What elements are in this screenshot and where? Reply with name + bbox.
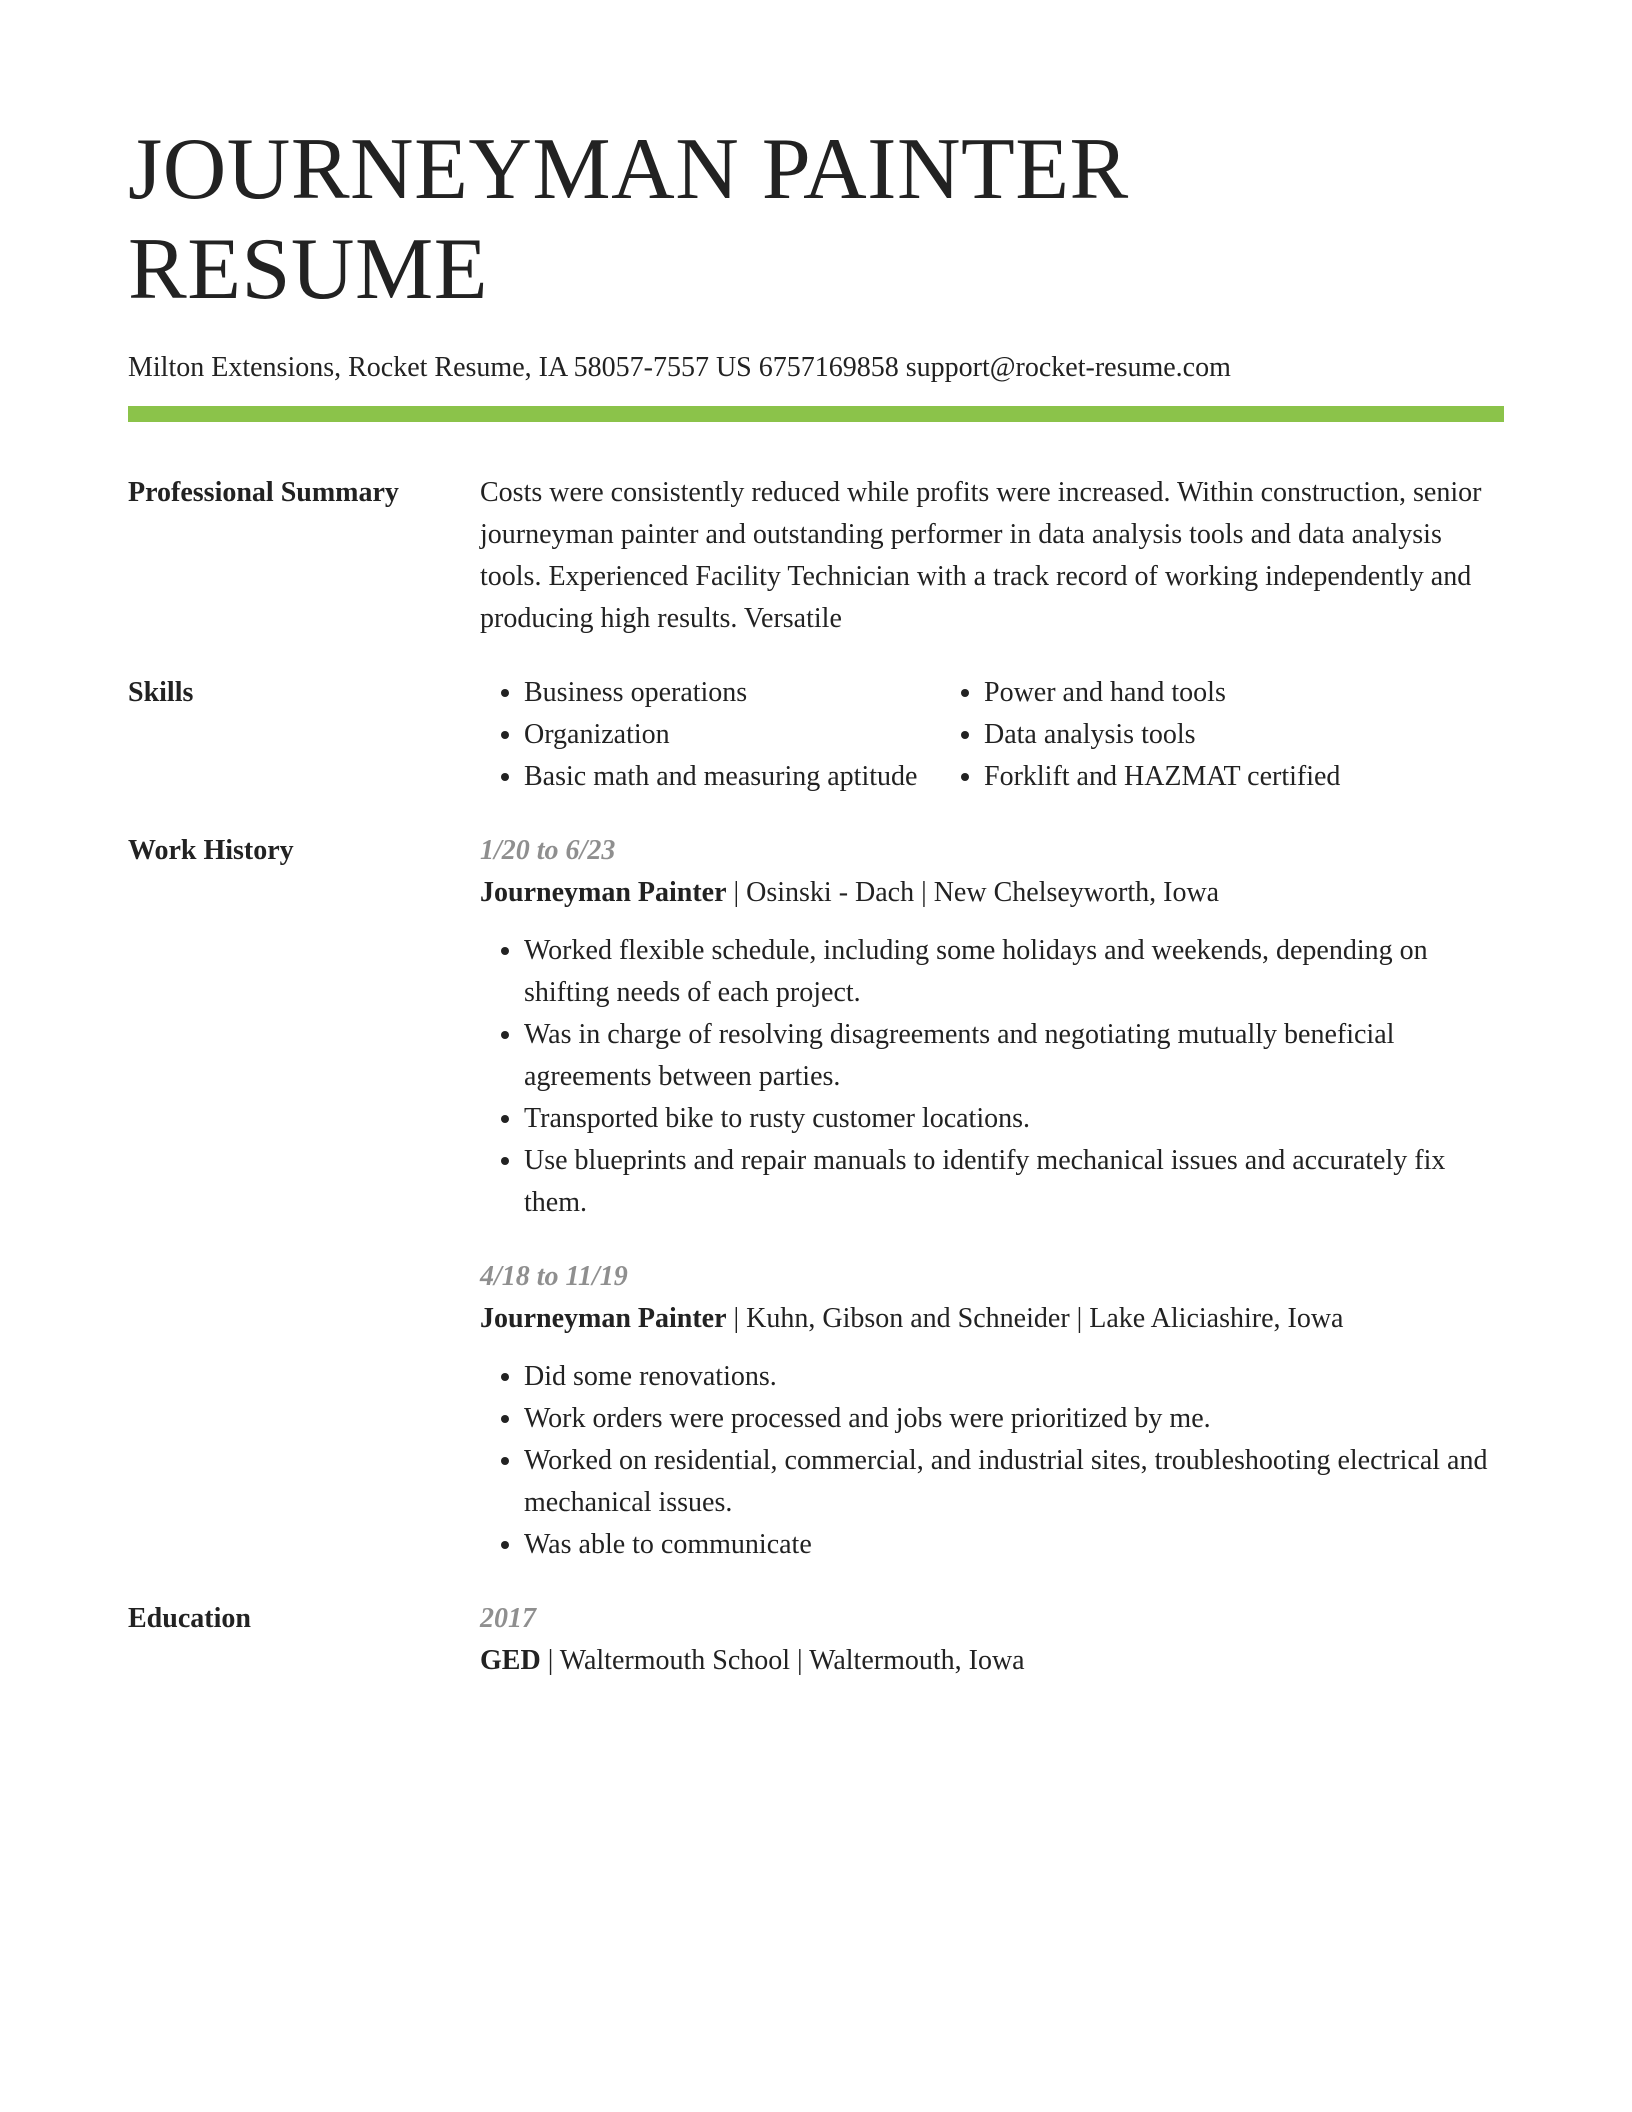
job-entry [480, 1256, 1504, 1566]
job-bullet: • Worked on residential, commercial, and industrial sites, troubleshooting electrical and mechanical issues. [524, 1440, 1504, 1524]
education-school-location: | Waltermouth School | Waltermouth, Iowa [540, 1645, 1025, 1676]
job-dates: 4/18 to 11/19 [480, 1261, 628, 1292]
job-bullet: • Use blueprints and repair manuals to identify mechanical issues and accurately fix them. [524, 1140, 1504, 1224]
contact-line: Milton Extensions, Rocket Resume, IA 58057-7557 US 6757169858 support@rocket-resume.com [128, 352, 1231, 383]
education-body [480, 1598, 1504, 1682]
job-title-line [480, 1298, 1504, 1340]
job-title-line [480, 872, 1504, 914]
section-label-skills: Skills [128, 677, 194, 708]
section-label-summary: Professional Summary [128, 477, 399, 508]
skills-body [480, 672, 1504, 798]
professional-summary-section [128, 472, 1504, 640]
job-bullet: • Was in charge of resolving disagreements and negotiating mutually beneficial agreements between parties. [524, 1014, 1504, 1098]
job-dates: 1/20 to 6/23 [480, 835, 616, 866]
skill-item: • Power and hand tools [984, 672, 1460, 714]
skills-column-2 [940, 672, 1460, 798]
job-employer-location: | Osinski - Dach | New Chelseyworth, Iowa [726, 877, 1220, 908]
section-label-work-history: Work History [128, 835, 294, 866]
section-label-education: Education [128, 1603, 251, 1634]
skills-section [128, 672, 1504, 798]
accent-divider [128, 406, 1504, 422]
job-bullet: • Was able to communicate [524, 1524, 1504, 1566]
summary-body [480, 472, 1504, 640]
work-history-body [480, 830, 1504, 1566]
job-entry [480, 830, 1504, 1224]
skills-column-1 [480, 672, 940, 798]
job-role: Journeyman Painter [480, 1303, 727, 1334]
job-bullets [480, 1356, 1504, 1566]
skill-item: • Basic math and measuring aptitude [524, 756, 940, 798]
job-bullets [480, 930, 1504, 1224]
education-degree: GED [480, 1645, 541, 1676]
job-bullet: • Worked flexible schedule, including some holidays and weekends, depending on shifting needs of each project. [524, 930, 1504, 1014]
summary-text: Costs were consistently reduced while profits were increased. Within construction, senior journeyman painter and outstanding performer in data analysis tools and data analysis tools. Experienced Facility Technician with a track record of working independently and producing high results. Versatile [480, 477, 1482, 634]
skills-grid [480, 672, 1504, 798]
skill-item: • Forklift and HAZMAT certified [984, 756, 1460, 798]
job-role: Journeyman Painter [480, 877, 727, 908]
skill-item: • Data analysis tools [984, 714, 1460, 756]
work-history-section [128, 830, 1504, 1566]
education-line [480, 1640, 1504, 1682]
job-bullet: • Work orders were processed and jobs were prioritized by me. [524, 1398, 1504, 1440]
education-section [128, 1598, 1504, 1682]
job-bullet: • Transported bike to rusty customer locations. [524, 1098, 1504, 1140]
resume-title: JOURNEYMAN PAINTER RESUME [128, 121, 1129, 318]
skill-item: • Organization [524, 714, 940, 756]
education-year: 2017 [480, 1603, 536, 1634]
job-bullet: • Did some renovations. [524, 1356, 1504, 1398]
job-employer-location: | Kuhn, Gibson and Schneider | Lake Aliciashire, Iowa [726, 1303, 1344, 1334]
skill-item: • Business operations [524, 672, 940, 714]
